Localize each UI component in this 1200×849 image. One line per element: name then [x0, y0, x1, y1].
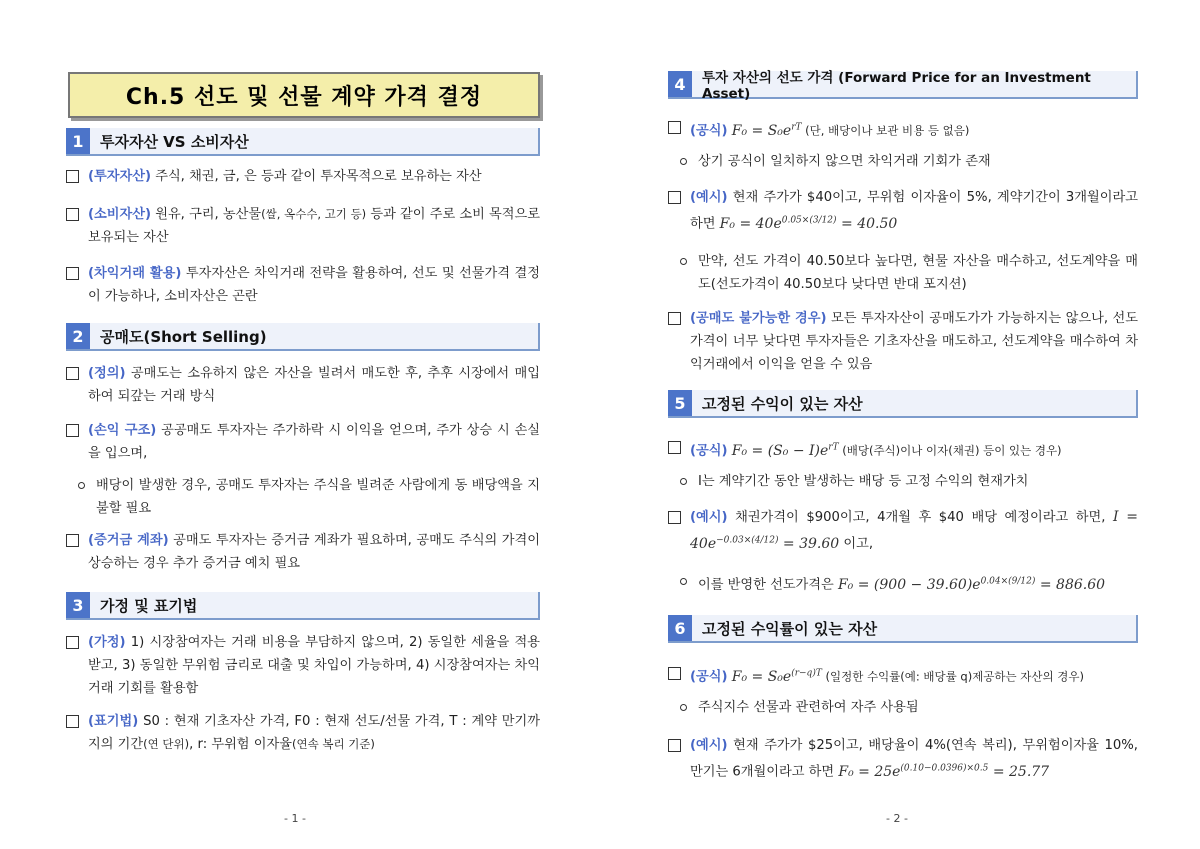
page-2 — [600, 0, 1200, 849]
list-item — [668, 436, 1138, 463]
item-note: (일정한 수익률(예: 배당률 q)제공하는 자산의 경우) — [821, 669, 1084, 684]
formula: $F_0 = (S_0 - I)e^{rT}$ — [731, 442, 839, 459]
section-2-header — [66, 323, 540, 351]
item-text: 투자자산은 차익거래 전략을 활용하여, 선도 및 선물가격 결정이 가능하나, 소비자산은 곤란 — [88, 266, 540, 304]
item-text: 공매도는 소유하지 않은 자산을 빌려서 매도한 후, 추후 시장에서 매입하여 되갚는 거래 방식 — [88, 366, 540, 404]
checkbox-bullet-icon — [668, 667, 681, 680]
formula: $F_0 = S_0e^{(r-q)T}$ — [731, 668, 822, 685]
section-number: 5 — [668, 390, 692, 416]
section-title: 투자자산 VS 소비자산 — [90, 128, 538, 154]
section-1-header — [66, 128, 540, 156]
item-text: 공공매도 투자자는 주가하락 시 이익을 얻으며, 주가 상승 시 손실을 입으며, — [88, 423, 540, 461]
formula: $F_0 = (900 - 39.60)e^{0.04\times(9/12)} = 886.60$ — [837, 576, 1106, 593]
section-5-header — [668, 390, 1138, 418]
list-item — [66, 710, 540, 756]
checkbox-bullet-icon — [668, 312, 681, 325]
page-number: - 1 - — [284, 812, 306, 825]
item-note: (연 단위) — [143, 737, 190, 751]
keyword: (표기법) — [88, 714, 139, 729]
section-number: 2 — [66, 323, 90, 349]
item-text: 원유, 구리, 농산물 — [151, 207, 262, 222]
item-text: I는 계약기간 동안 발생하는 배당 등 고정 수익의 현재가치 — [698, 474, 1029, 489]
section-number: 1 — [66, 128, 90, 154]
keyword: (예시) — [690, 510, 728, 525]
section-4-header — [668, 70, 1138, 102]
keyword: (투자자산) — [88, 169, 152, 184]
list-item — [668, 734, 1138, 784]
item-note: (연속 복리 기준) — [291, 737, 375, 751]
item-text: 현재 주가가 $40이고, 무위험 이자율이 5%, 계약기간이 3개월이라고 하면 — [690, 190, 1138, 232]
checkbox-bullet-icon — [668, 511, 681, 524]
item-text: 주식지수 선물과 관련하여 자주 사용됨 — [698, 700, 919, 715]
item-text: 현재 주가가 $25이고, 배당율이 4%(연속 복리), 무위험이자율 10%, 만기는 6개월이라고 하면 — [690, 738, 1138, 780]
keyword: (공매도 불가능한 경우) — [690, 311, 827, 326]
list-item — [668, 250, 1138, 296]
item-text: 주식, 채권, 금, 은 등과 같이 투자목적으로 보유하는 자산 — [151, 169, 482, 184]
item-note: (배당(주식)이나 이자(채권) 등이 있는 경우) — [838, 443, 1062, 458]
list-item — [668, 696, 1138, 719]
item-text: 채권가격이 $900이고, 4개월 후 $40 배당 예정이라고 하면, — [727, 510, 1113, 525]
formula: $F_0 = 25e^{(0.10-0.0396)\times 0.5} = 25.77$ — [838, 763, 1050, 780]
section-title: 가정 및 표기법 — [90, 592, 538, 618]
item-note: (쌀, 옥수수, 고기 등) — [261, 207, 367, 221]
keyword: (소비자산) — [88, 207, 152, 222]
list-item — [668, 570, 1138, 597]
list-item — [66, 631, 540, 700]
section-number: 4 — [668, 71, 692, 97]
item-text: 배당이 발생한 경우, 공매도 투자자는 주식을 빌려준 사람에게 동 배당액을 지불할 필요 — [96, 478, 540, 516]
checkbox-bullet-icon — [668, 121, 681, 134]
keyword: (공식) — [690, 123, 728, 139]
keyword: (증거금 계좌) — [88, 533, 169, 548]
checkbox-bullet-icon — [66, 534, 79, 547]
list-item — [668, 116, 1138, 143]
formula: $I = 40e^{-0.03\times(4/12)} = 39.60$ — [690, 509, 1138, 552]
section-title: 고정된 수익률이 있는 자산 — [692, 615, 1136, 641]
checkbox-bullet-icon — [66, 636, 79, 649]
section-number: 3 — [66, 592, 90, 618]
circle-bullet-icon — [78, 482, 85, 489]
item-text: 1) 시장참여자는 거래 비용을 부담하지 않으며, 2) 동일한 세율을 적용 받고, 3) 동일한 무위험 금리로 대출 및 차입이 가능하며, 4) 시장참여자는 차익거래 기회를 활용함 — [88, 635, 540, 696]
list-item — [66, 529, 540, 575]
checkbox-bullet-icon — [66, 715, 79, 728]
item-text: 이고, — [839, 536, 874, 552]
list-item — [668, 662, 1138, 689]
item-text: 만약, 선도 가격이 40.50보다 높다면, 현물 자산을 매수하고, 선도계약을 매도(선도가격이 40.50보다 낮다면 반대 포지션) — [698, 254, 1138, 292]
item-text: S0 : 현재 기초자산 가격, F0 : 현재 선도/선물 가격, T : 계약 만기까지의 기간 — [88, 714, 540, 752]
circle-bullet-icon — [680, 478, 687, 485]
section-title: 투자 자산의 선도 가격 (Forward Price for an Investment Asset) — [692, 71, 1136, 97]
circle-bullet-icon — [680, 158, 687, 165]
keyword: (공식) — [690, 443, 728, 459]
list-item — [66, 262, 540, 308]
chapter-title: Ch.5 선도 및 선물 계약 가격 결정 — [68, 72, 540, 118]
list-item — [66, 474, 540, 520]
item-text: , r: 무위험 이자율 — [189, 737, 292, 752]
checkbox-bullet-icon — [66, 367, 79, 380]
section-3-header — [66, 592, 540, 620]
keyword: (예시) — [690, 190, 728, 205]
item-text: 등과 같이 주로 소비 목적으로 보유되는 자산 — [88, 207, 541, 245]
keyword: (공식) — [690, 669, 728, 685]
item-text: 모든 투자자산이 공매도가가 가능하지는 않으나, 선도가격이 너무 낮다면 투자자들은 기초자산을 매도하고, 선도계약을 매수하여 차익거래에서 이익을 얻을 수 있음 — [690, 311, 1138, 372]
list-item — [668, 150, 1138, 173]
formula: $F_0 = S_0e^{rT}$ — [731, 122, 802, 139]
keyword: (손익 구조) — [88, 423, 157, 438]
checkbox-bullet-icon — [66, 208, 79, 221]
checkbox-bullet-icon — [66, 267, 79, 280]
page-number: - 2 - — [886, 812, 908, 825]
keyword: (차익거래 활용) — [88, 266, 182, 281]
keyword: (예시) — [690, 738, 728, 753]
item-note: (단, 배당이나 보관 비용 등 없음) — [801, 123, 970, 138]
item-text: 이를 반영한 선도가격은 — [698, 577, 838, 593]
checkbox-bullet-icon — [668, 739, 681, 752]
checkbox-bullet-icon — [668, 441, 681, 454]
keyword: (가정) — [88, 635, 126, 650]
keyword: (정의) — [88, 366, 126, 381]
checkbox-bullet-icon — [668, 191, 681, 204]
circle-bullet-icon — [680, 258, 687, 265]
list-item — [66, 419, 540, 465]
checkbox-bullet-icon — [66, 424, 79, 437]
list-item — [66, 165, 540, 188]
item-text: 공매도 투자자는 증거금 계좌가 필요하며, 공매도 주식의 가격이 상승하는 경우 추가 증거금 예치 필요 — [88, 533, 541, 571]
formula: $F_0 = 40e^{0.05\times(3/12)} = 40.50$ — [719, 215, 898, 232]
list-item — [668, 307, 1138, 376]
section-title: 고정된 수익이 있는 자산 — [692, 390, 1136, 416]
circle-bullet-icon — [680, 704, 687, 711]
list-item — [668, 186, 1138, 236]
list-item — [66, 362, 540, 408]
section-title: 공매도(Short Selling) — [90, 323, 538, 349]
checkbox-bullet-icon — [66, 170, 79, 183]
item-text: 상기 공식이 일치하지 않으면 차익거래 기회가 존재 — [698, 154, 991, 169]
list-item — [668, 506, 1138, 556]
circle-bullet-icon — [680, 578, 687, 585]
list-item — [668, 470, 1138, 493]
list-item — [66, 203, 540, 249]
section-6-header — [668, 615, 1138, 643]
section-number: 6 — [668, 615, 692, 641]
